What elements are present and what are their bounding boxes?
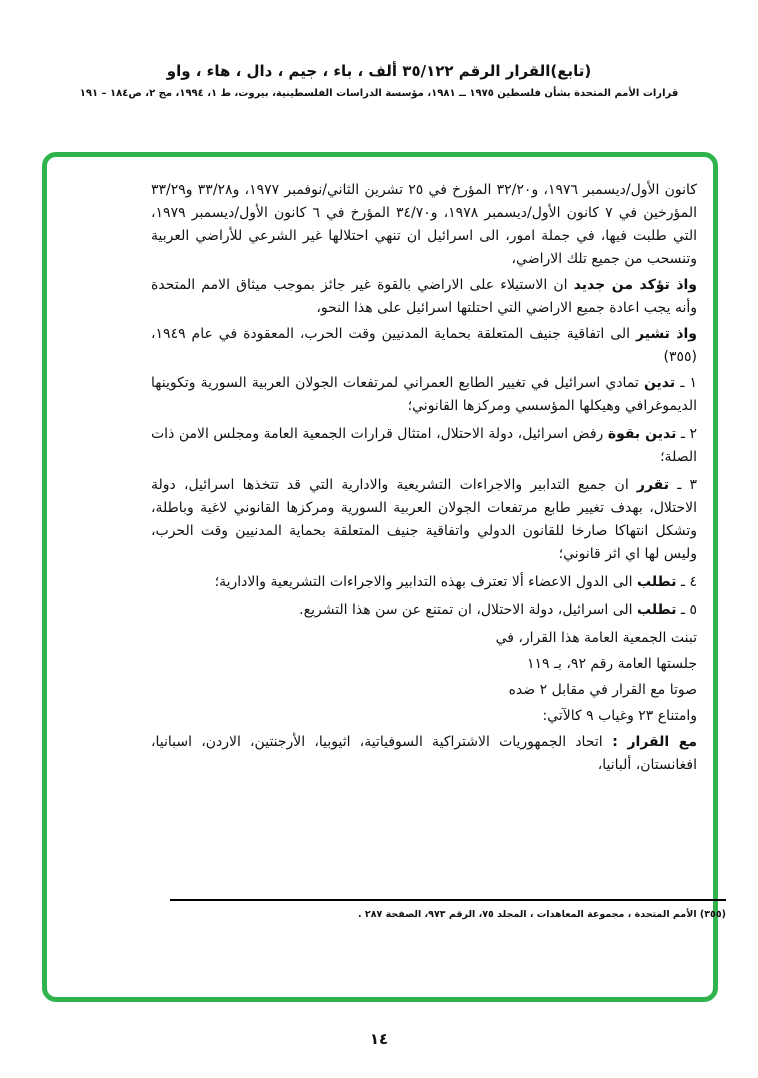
vote-record-line: تبنت الجمعية العامة هذا القرار، في <box>495 630 697 646</box>
page-header <box>0 62 758 99</box>
paragraph-text: رفض اسرائيل، دولة الاحتلال، امتثال قرارات الجمعية العامة ومجلس الامن ذات الصلة؛ <box>151 426 697 465</box>
paragraph-bold: واذ تشير <box>636 326 697 342</box>
resolution-title: (تابع)القرار الرقم ٣٥/١٢٢ ألف ، باء ، جيم ، دال ، هاء ، واو <box>166 62 592 80</box>
resolution-body <box>151 179 697 777</box>
item-number: ٥ ـ <box>676 602 697 618</box>
item-number: ١ ـ <box>675 375 697 391</box>
green-border-frame <box>42 152 718 1002</box>
body-paragraph-numbered <box>151 474 697 566</box>
vote-record-line: جلستها العامة رقم ٩٢، بـ ١١٩ <box>526 656 697 672</box>
paragraph-bold: تقرر <box>636 477 670 493</box>
body-paragraph-numbered <box>151 423 697 469</box>
item-number: ٤ ـ <box>676 574 697 590</box>
body-paragraph-numbered <box>151 372 697 418</box>
paragraph-bold: تدين بقوة <box>607 426 677 442</box>
footnote-text: الأمم المتحدة ، مجموعة المعاهدات ، المجلد ٧٥، الرقم ٩٧٣، الصفحة ٢٨٧ . <box>357 909 697 920</box>
item-number: ٢ ـ <box>676 426 697 442</box>
paragraph-text: ان جميع التدابير والاجراءات التشريعية والادارية التي قد تتخذها اسرائيل، دولة الاحتلال، بهدف تغيير طابع مرتفعات الجولان العربية السورية ومركزها القانوني لاغية وباطلة، وتشكل انتهاكا صارخا للقانون الدولي واتفاقية جنيف المتعلقة بحماية المدنيين وقت الحرب، وليس لها اي اثر قانوني؛ <box>151 477 697 562</box>
source-citation: قرارات الأمم المتحدة بشأن فلسطين ١٩٧٥ ــ ١٩٨١، مؤسسة الدراسات الفلسطينية، بيروت، ط ١، ١٩٩٤، مج ٢، ص١٨٤ – ١٩١ <box>79 88 679 99</box>
paragraph-bold: واذ تؤكد من جديد <box>573 277 698 293</box>
paragraph-text: ان الاستيلاء على الاراضي بالقوة غير جائز بموجب ميثاق الامم المتحدة وأنه يجب اعادة جميع الاراضي التي احتلتها اسرائيل على هذا النحو، <box>151 277 697 316</box>
paragraph-text: الى الدول الاعضاء ألا تعترف بهذه التدابير والاجراءات التشريعية والادارية؛ <box>214 574 638 590</box>
body-paragraph-numbered <box>151 599 697 622</box>
body-paragraph-numbered <box>151 571 697 594</box>
with-resolution-list <box>151 731 697 777</box>
with-resolution-countries: اتحاد الجمهوريات الاشتراكية السوفياتية، اثيوبيا، الأرجنتين، الاردن، اسبانيا، افغانستان، ألبانيا، <box>151 734 697 773</box>
body-paragraph <box>151 274 697 320</box>
paragraph-text: الى اسرائيل، دولة الاحتلال، ان تمتنع عن سن هذا التشريع. <box>299 602 638 618</box>
paragraph-bold: تدين <box>643 375 676 391</box>
paragraph-text: كانون الأول/ديسمبر ١٩٧٦، و٣٢/٢٠ المؤرخ في ٢٥ تشرين الثاني/نوفمبر ١٩٧٧، و٣٣/٢٨ و٣٣/٢٩ المؤرخين في ٧ كانون الأول/ديسمبر ١٩٧٨، و٣٤/٧٠ المؤرخ في ٦ كانون الأول/ديسمبر ١٩٧٩، التي طلبت فيها، في جملة امور، الى اسرائيل ان تنهي احتلالها غير الشرعي للأراضي العربية وتنسحب من جميع تلك الاراضي، <box>151 182 697 267</box>
page-number: ١٤ <box>369 1030 389 1048</box>
body-paragraph <box>151 323 697 369</box>
vote-record-line: وامتناع ٢٣ وغياب ٩ كالآتي: <box>542 708 697 724</box>
paragraph-bold: تطلب <box>637 574 677 590</box>
paragraph-bold: تطلب <box>637 602 677 618</box>
vote-record-line: صوتا مع القرار في مقابل ٢ ضده <box>508 682 697 698</box>
body-paragraph <box>151 179 697 271</box>
item-number: ٣ ـ <box>669 477 697 493</box>
with-resolution-label: مع القرار : <box>602 734 697 750</box>
footnote-marker: (٣٥٥) <box>696 909 726 920</box>
footnote-section <box>170 899 726 920</box>
vote-record <box>151 627 697 728</box>
paragraph-text: تمادي اسرائيل في تغيير الطابع العمراني لمرتفعات الجولان العربية السورية وتكوينها الديموغرافي وهيكلها المؤسسي ومركزها القانوني؛ <box>151 375 697 414</box>
paragraph-text: الى اتفاقية جنيف المتعلقة بحماية المدنيين وقت الحرب، المعقودة في عام ١٩٤٩،(٣٥٥) <box>151 326 697 365</box>
